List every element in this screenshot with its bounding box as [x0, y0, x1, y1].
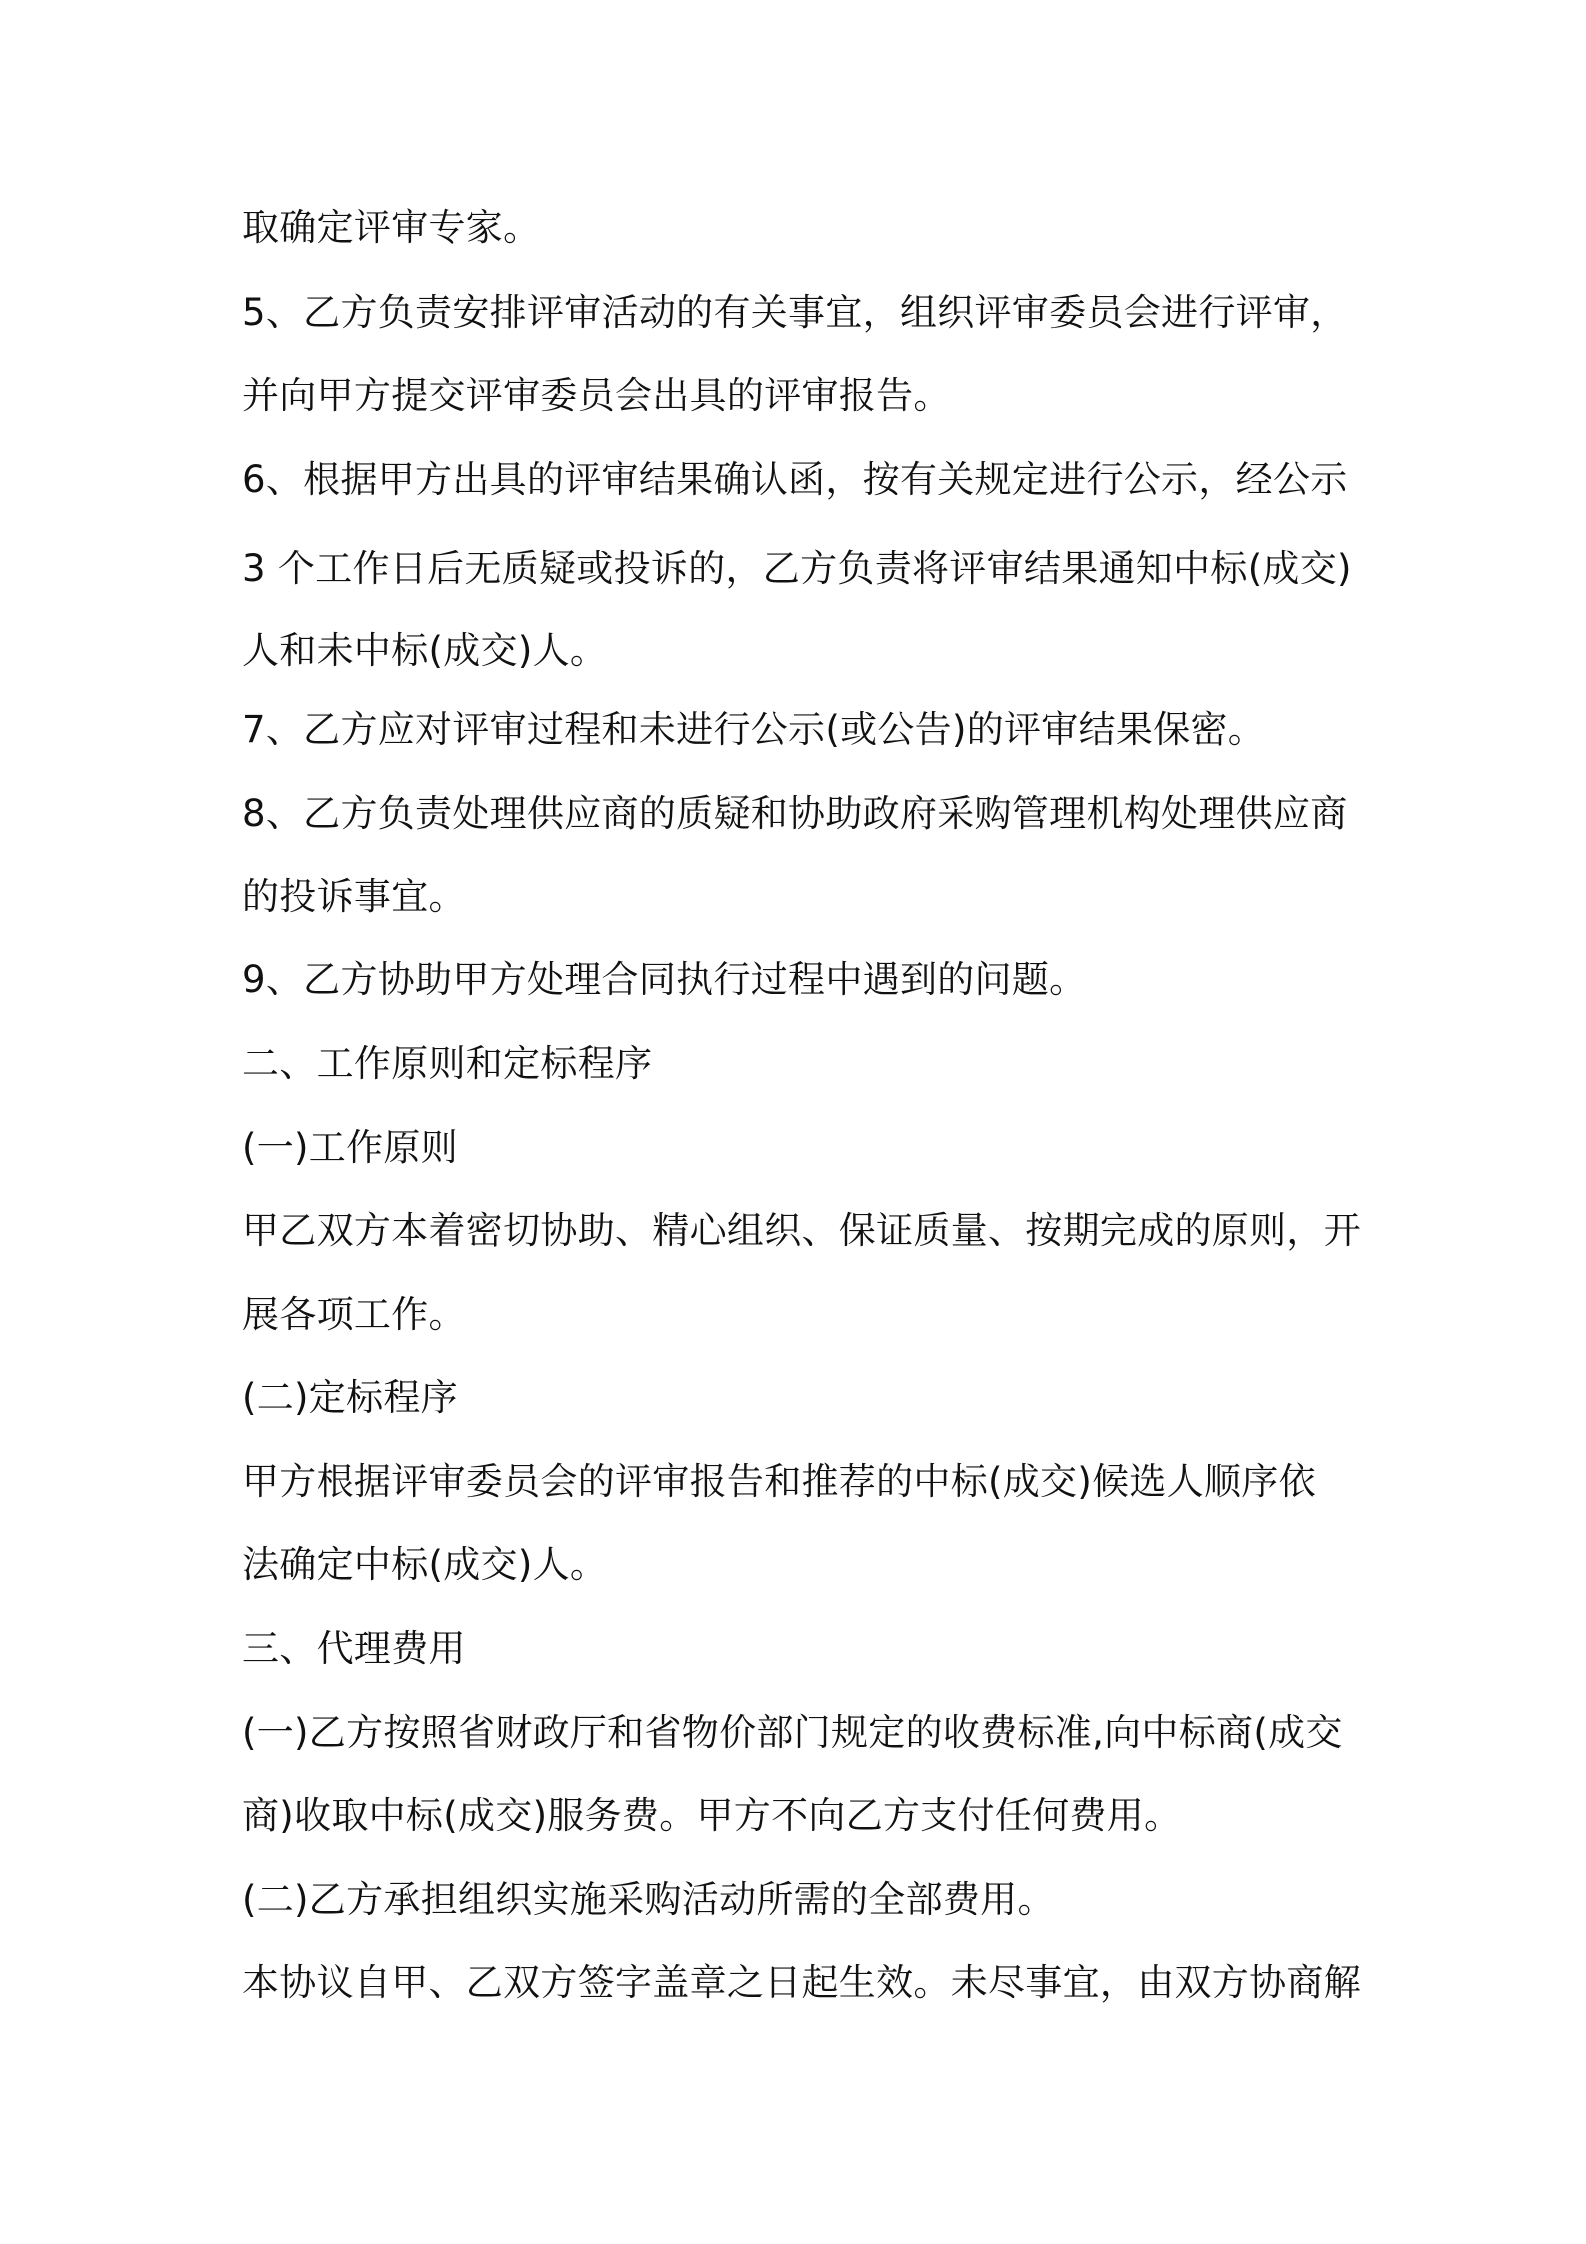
- text-line-9: 的投诉事宜。: [242, 875, 466, 918]
- text-line-5: 3 个工作日后无质疑或投诉的，乙方负责将评审结果通知中标(成交): [242, 547, 1352, 590]
- text-line-13: 甲乙双方本着密切协助、精心组织、保证质量、按期完成的原则，开: [242, 1209, 1361, 1252]
- text-line-11: 二、工作原则和定标程序: [242, 1042, 653, 1085]
- text-line-18: 三、代理费用: [242, 1627, 466, 1670]
- text-line-16: 甲方根据评审委员会的评审报告和推荐的中标(成交)候选人顺序依: [242, 1460, 1316, 1503]
- text-line-10: 9、乙方协助甲方处理合同执行过程中遇到的问题。: [242, 958, 1087, 1001]
- text-line-19: (一)乙方按照省财政厅和省物价部门规定的收费标准,向中标商(成交: [242, 1711, 1343, 1754]
- text-line-12: (一)工作原则: [242, 1126, 458, 1169]
- text-line-2: 5、乙方负责安排评审活动的有关事宜，组织评审委员会进行评审，: [242, 291, 1348, 334]
- text-line-4: 6、根据甲方出具的评审结果确认函，按有关规定进行公示，经公示: [242, 458, 1348, 501]
- text-line-20: 商)收取中标(成交)服务费。甲方不向乙方支付任何费用。: [242, 1794, 1182, 1837]
- text-line-3: 并向甲方提交评审委员会出具的评审报告。: [242, 374, 951, 417]
- text-line-14: 展各项工作。: [242, 1293, 466, 1336]
- text-line-15: (二)定标程序: [242, 1376, 458, 1419]
- text-line-6: 人和未中标(成交)人。: [242, 629, 608, 672]
- text-line-22: 本协议自甲、乙双方签字盖章之日起生效。未尽事宜，由双方协商解: [242, 1961, 1361, 2004]
- text-line-8: 8、乙方负责处理供应商的质疑和协助政府采购管理机构处理供应商: [242, 792, 1348, 835]
- text-line-17: 法确定中标(成交)人。: [242, 1543, 608, 1586]
- text-line-1: 取确定评审专家。: [242, 206, 541, 249]
- text-line-21: (二)乙方承担组织实施采购活动所需的全部费用。: [242, 1878, 1055, 1921]
- text-line-7: 7、乙方应对评审过程和未进行公示(或公告)的评审结果保密。: [242, 708, 1266, 751]
